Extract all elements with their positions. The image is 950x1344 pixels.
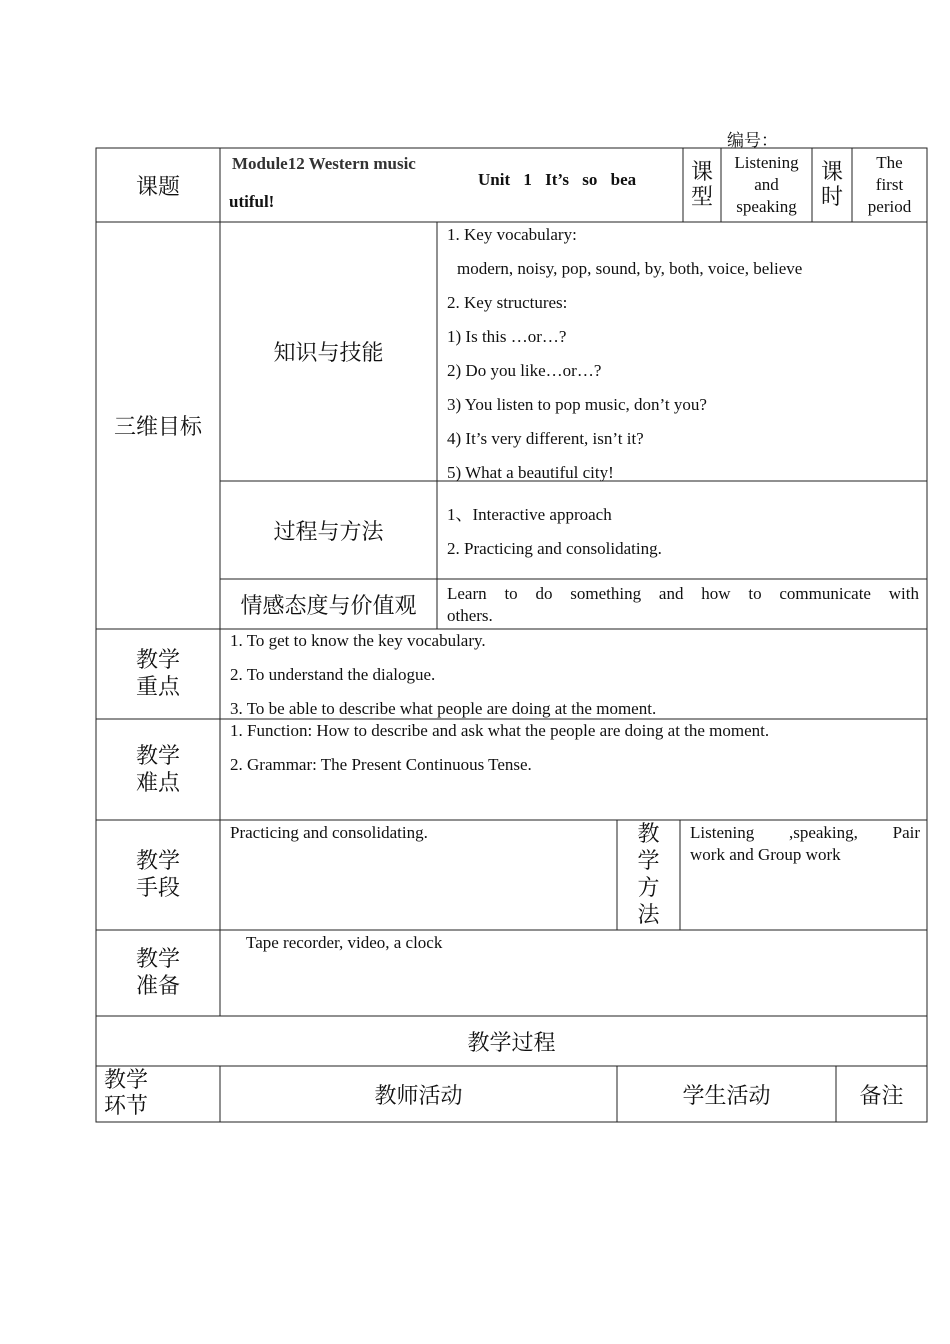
method-value xyxy=(690,822,920,922)
difficulties-label xyxy=(96,719,220,820)
topic-line2: utiful! xyxy=(229,192,275,211)
means-label xyxy=(96,820,220,930)
serial-number-label: 编号： xyxy=(727,131,778,150)
preparation-label-line: 教学 xyxy=(135,947,180,972)
knowledge-content xyxy=(447,218,917,481)
knowledge-item: modern, noisy, pop, sound, by, both, voice, believe xyxy=(457,259,803,278)
process-title: 教学过程 xyxy=(467,1030,556,1056)
key-point-item: 3. To be able to describe what people are doing at the moment. xyxy=(230,699,657,718)
knowledge-item: 5) What a beautiful city! xyxy=(447,463,614,482)
attitude-content xyxy=(447,583,919,627)
knowledge-item: 2. Key structures: xyxy=(447,293,568,312)
topic-cell xyxy=(220,148,683,222)
method-label-char: 学 xyxy=(637,849,660,874)
key-points-content xyxy=(230,624,920,719)
method-value-line: work and Group work xyxy=(690,845,841,864)
teacher-activity-header: 教师活动 xyxy=(374,1083,463,1109)
process-method-content xyxy=(447,498,917,568)
period-label xyxy=(812,148,852,222)
period-value xyxy=(852,148,927,222)
topic-label: 课题 xyxy=(135,174,180,200)
period-label-text: 课 时 xyxy=(820,160,843,210)
type-label-text: 课 型 xyxy=(690,160,713,210)
type-value-line: Listening xyxy=(734,153,799,172)
method-label-char: 法 xyxy=(637,903,660,928)
means-value: Practicing and consolidating. xyxy=(230,823,428,842)
topic-module: Module12 Western music xyxy=(232,154,416,173)
stage-header xyxy=(104,1068,214,1122)
key-points-label-line: 重点 xyxy=(135,675,180,700)
period-value-line: The xyxy=(876,153,903,172)
method-label-char: 教 xyxy=(637,822,660,847)
type-value xyxy=(721,148,812,222)
attitude-label: 情感态度与价值观 xyxy=(240,593,417,619)
student-activity-header: 学生活动 xyxy=(682,1083,771,1109)
method-value-line: Listening ,speaking, Pair xyxy=(690,823,920,842)
preparation-value: Tape recorder, video, a clock xyxy=(246,933,443,952)
notes-header: 备注 xyxy=(859,1083,904,1109)
topic-unit: Unit 1 It’s so bea xyxy=(478,170,637,189)
type-value-line: speaking xyxy=(736,197,797,216)
key-point-item: 2. To understand the dialogue. xyxy=(230,665,436,684)
preparation-label-line: 准备 xyxy=(135,974,180,999)
attitude-line: Learn to do something and how to communicate with xyxy=(447,584,919,603)
key-point-item: 1. To get to know the key vocabulary. xyxy=(230,631,486,650)
knowledge-label: 知识与技能 xyxy=(273,341,384,366)
difficulty-item: 2. Grammar: The Present Continuous Tense. xyxy=(230,755,532,774)
knowledge-item: 1. Key vocabulary: xyxy=(447,225,577,244)
means-label-line: 教学 xyxy=(135,849,180,874)
type-value-line: and xyxy=(754,175,779,194)
objectives-label: 三维目标 xyxy=(113,415,202,440)
key-points-label-line: 教学 xyxy=(135,648,180,673)
method-label-char: 方 xyxy=(637,876,660,901)
period-value-line: first xyxy=(875,175,904,194)
attitude-line: others. xyxy=(447,606,493,625)
difficulties-content xyxy=(230,714,920,814)
process-method-label: 过程与方法 xyxy=(273,519,384,545)
period-value-line: period xyxy=(867,197,912,216)
stage-header-line: 环节 xyxy=(104,1094,149,1119)
knowledge-item: 2) Do you like…or…? xyxy=(447,361,602,380)
preparation-label xyxy=(96,930,220,1016)
means-label-line: 手段 xyxy=(135,876,180,901)
knowledge-item: 1) Is this …or…? xyxy=(447,327,567,346)
knowledge-item: 4) It’s very different, isn’t it? xyxy=(447,429,644,448)
type-label xyxy=(683,148,721,222)
difficulty-item: 1. Function: How to describe and ask what the people are doing at the moment. xyxy=(230,721,770,740)
difficulties-label-line: 教学 xyxy=(135,743,180,769)
knowledge-item: 3) You listen to pop music, don’t you? xyxy=(447,395,707,414)
stage-header-line: 教学 xyxy=(104,1068,149,1093)
key-points-label xyxy=(96,629,220,719)
process-method-item: 2. Practicing and consolidating. xyxy=(447,539,662,558)
method-label xyxy=(617,820,680,930)
process-method-item: 1、Interactive approach xyxy=(447,505,612,524)
difficulties-label-line: 难点 xyxy=(135,770,180,796)
